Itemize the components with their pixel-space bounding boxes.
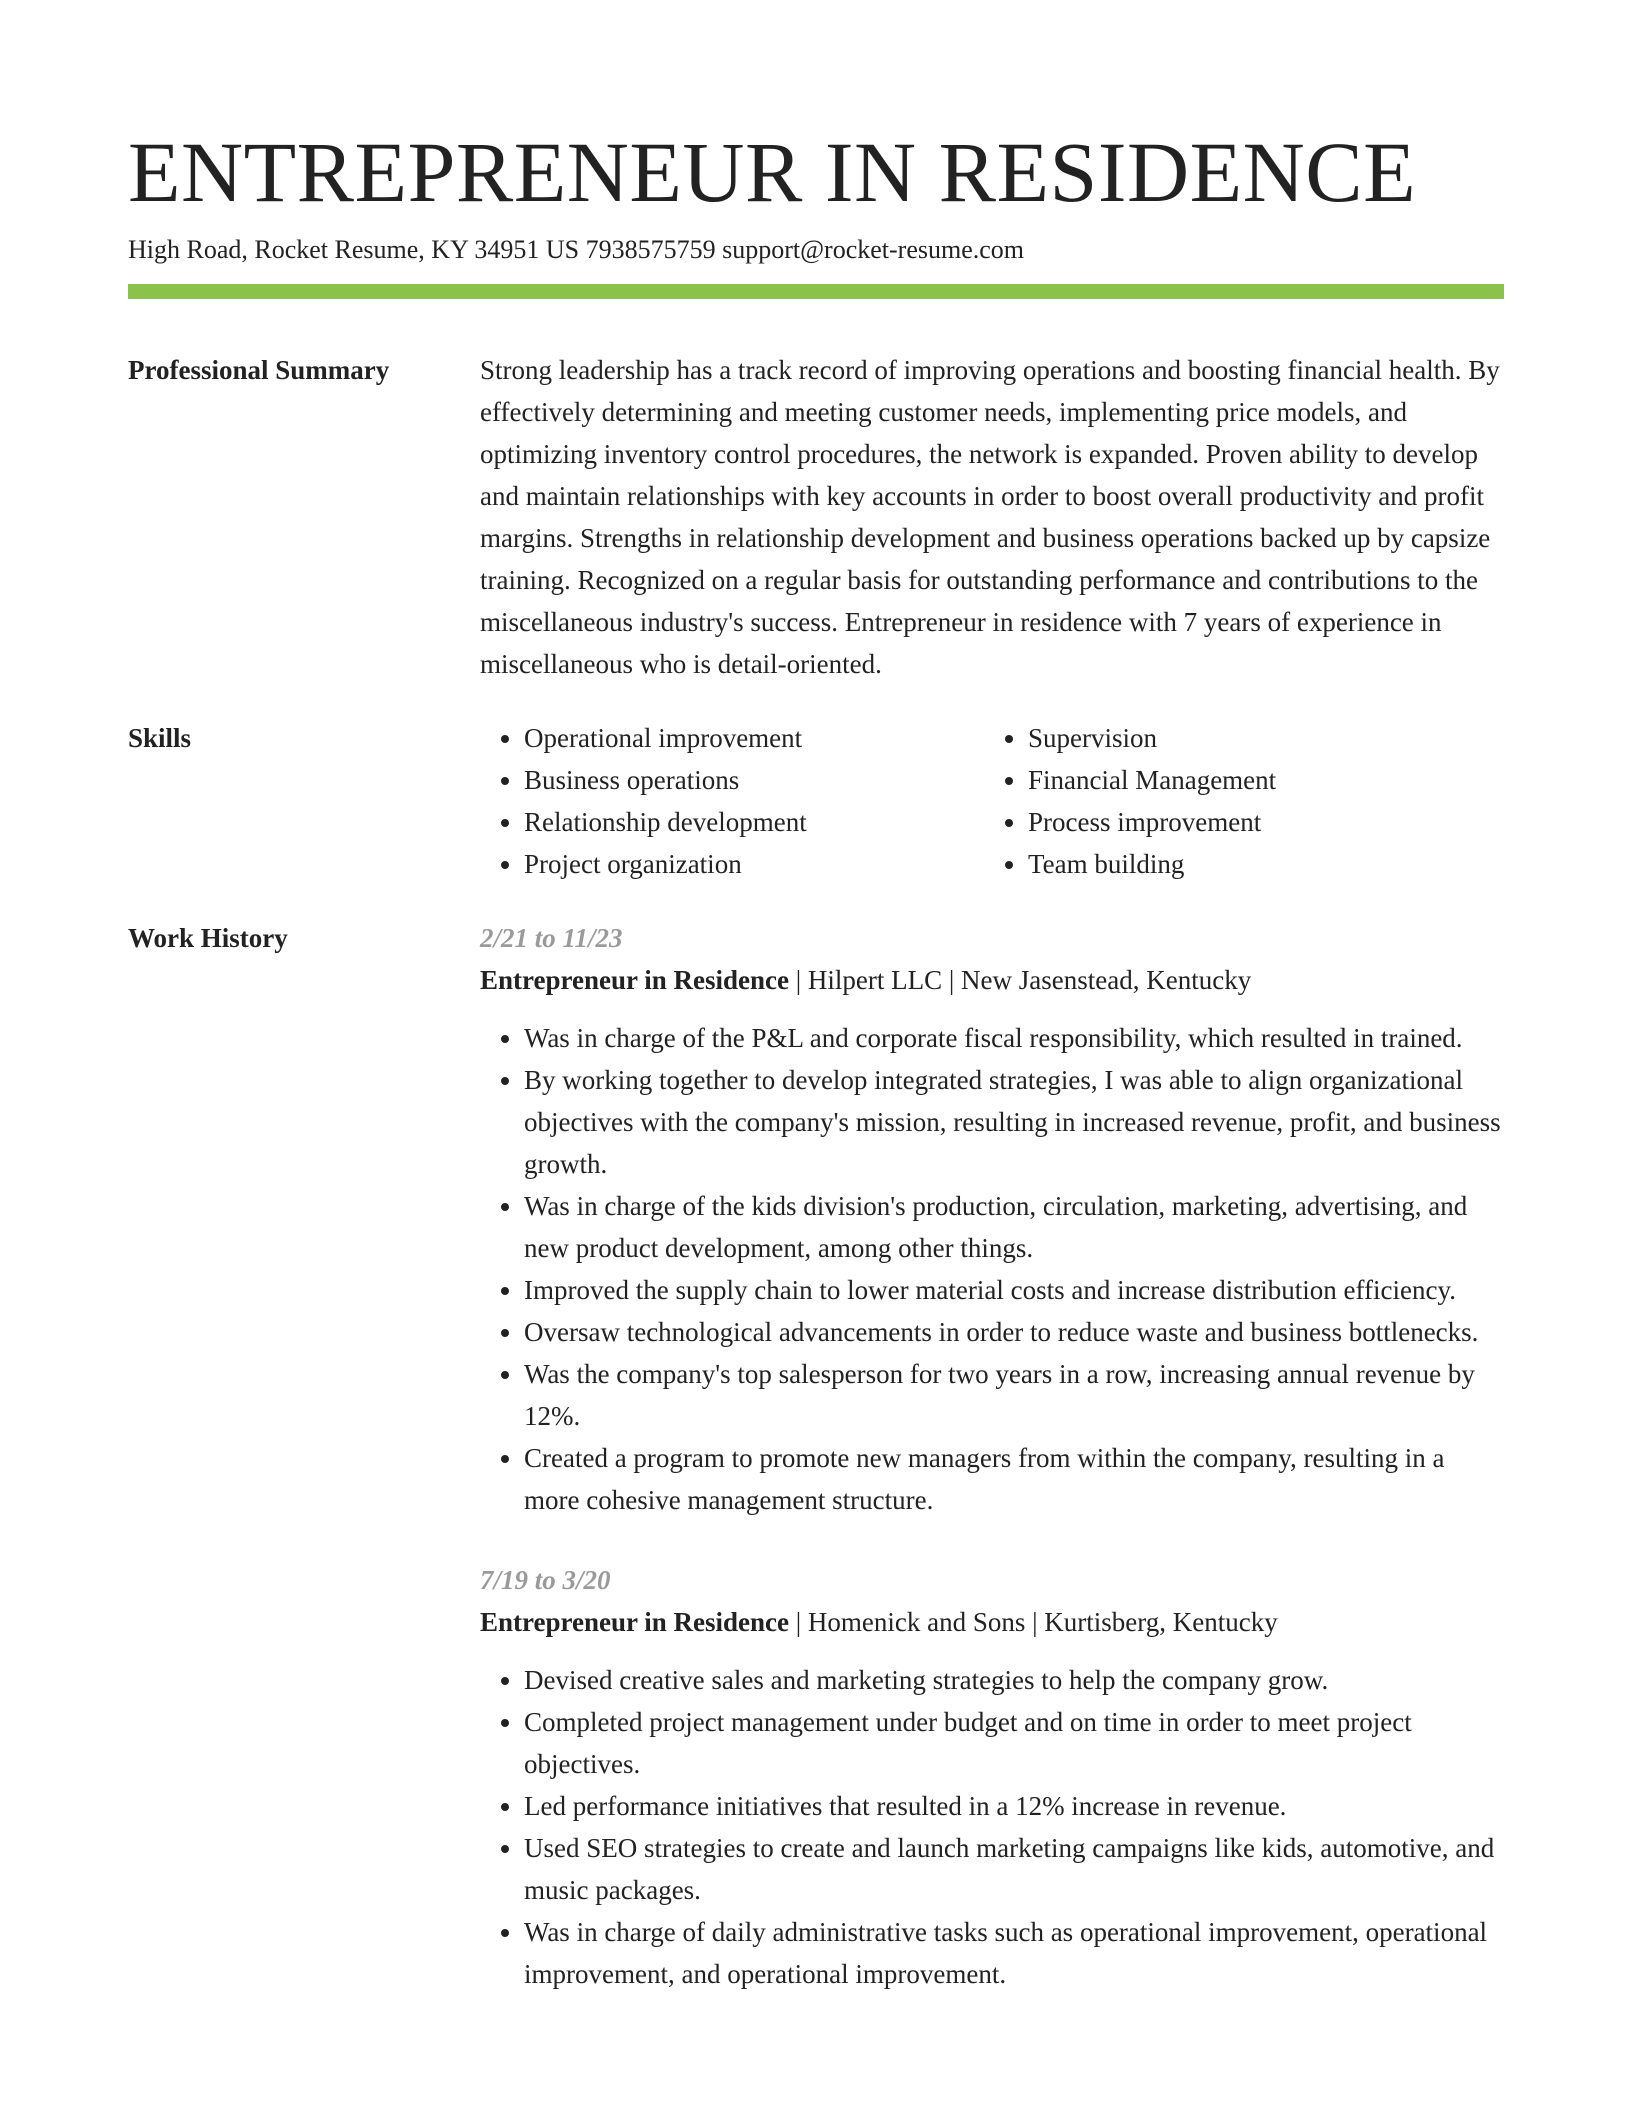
skills-grid bbox=[480, 717, 1504, 885]
skills-section bbox=[128, 717, 1504, 885]
job-entry bbox=[480, 917, 1504, 1521]
skills-column-2 bbox=[984, 717, 1488, 885]
resume-page bbox=[128, 122, 1504, 2033]
job-bullet: • Was in charge of daily administrative tasks such as operational improvement, operational improvement, and operational improvement. bbox=[524, 1911, 1504, 1995]
skill-item: • Process improvement bbox=[1028, 801, 1488, 843]
skills-heading: Skills bbox=[128, 723, 192, 753]
accent-divider bbox=[128, 284, 1504, 299]
work-history-heading: Work History bbox=[128, 923, 288, 953]
work-history-section bbox=[128, 917, 1504, 2033]
summary-text: Strong leadership has a track record of improving operations and boosting financial health. By effectively determining and meeting customer needs, implementing price models, and optimizing inventory control procedures, the network is expanded. Proven ability to develop and maintain relationships with key accounts in order to boost overall productivity and profit margins. Strengths in relationship development and business operations backed up by capsize training. Recognized on a regular basis for outstanding performance and contributions to the miscellaneous industry's success. Entrepreneur in residence with 7 years of experience in miscellaneous who is detail-oriented. bbox=[480, 355, 1500, 679]
job-bullet: • Devised creative sales and marketing strategies to help the company grow. bbox=[524, 1659, 1504, 1701]
job-title: Entrepreneur in Residence bbox=[480, 965, 789, 995]
job-bullet: • Was in charge of the kids division's production, circulation, marketing, advertising, and new product development, among other things. bbox=[524, 1185, 1504, 1269]
job-dates: 7/19 to 3/20 bbox=[480, 1565, 611, 1595]
summary-heading: Professional Summary bbox=[128, 355, 390, 385]
skill-item: • Financial Management bbox=[1028, 759, 1488, 801]
skills-column-1 bbox=[480, 717, 984, 885]
job-bullet: • Used SEO strategies to create and launch marketing campaigns like kids, automotive, and music packages. bbox=[524, 1827, 1504, 1911]
job-entry bbox=[480, 1559, 1504, 1995]
resume-name: ENTREPRENEUR IN RESIDENCE bbox=[128, 124, 1417, 220]
skill-item: • Project organization bbox=[524, 843, 984, 885]
job-bullets bbox=[480, 1659, 1504, 1995]
job-employer-location: | Homenick and Sons | Kurtisberg, Kentucky bbox=[789, 1607, 1278, 1637]
contact-line: High Road, Rocket Resume, KY 34951 US 7938575759 support@rocket-resume.com bbox=[128, 235, 1025, 264]
job-bullets bbox=[480, 1017, 1504, 1521]
job-heading bbox=[480, 1601, 1504, 1643]
job-bullet: • By working together to develop integrated strategies, I was able to align organizational objectives with the company's mission, resulting in increased revenue, profit, and business growth. bbox=[524, 1059, 1504, 1185]
job-bullet: • Was in charge of the P&L and corporate fiscal responsibility, which resulted in trained. bbox=[524, 1017, 1504, 1059]
job-dates: 2/21 to 11/23 bbox=[480, 923, 623, 953]
summary-section bbox=[128, 349, 1504, 685]
job-bullet: • Improved the supply chain to lower material costs and increase distribution efficiency. bbox=[524, 1269, 1504, 1311]
skill-item: • Operational improvement bbox=[524, 717, 984, 759]
job-bullet: • Was the company's top salesperson for two years in a row, increasing annual revenue by 12%. bbox=[524, 1353, 1504, 1437]
job-bullet: • Oversaw technological advancements in order to reduce waste and business bottlenecks. bbox=[524, 1311, 1504, 1353]
skill-item: • Team building bbox=[1028, 843, 1488, 885]
skill-item: • Relationship development bbox=[524, 801, 984, 843]
job-heading bbox=[480, 959, 1504, 1001]
job-bullet: • Created a program to promote new managers from within the company, resulting in a more cohesive management structure. bbox=[524, 1437, 1504, 1521]
skill-item: • Business operations bbox=[524, 759, 984, 801]
job-bullet: • Completed project management under budget and on time in order to meet project objectives. bbox=[524, 1701, 1504, 1785]
job-employer-location: | Hilpert LLC | New Jasenstead, Kentucky bbox=[789, 965, 1252, 995]
skill-item: • Supervision bbox=[1028, 717, 1488, 759]
job-bullet: • Led performance initiatives that resulted in a 12% increase in revenue. bbox=[524, 1785, 1504, 1827]
job-title: Entrepreneur in Residence bbox=[480, 1607, 789, 1637]
